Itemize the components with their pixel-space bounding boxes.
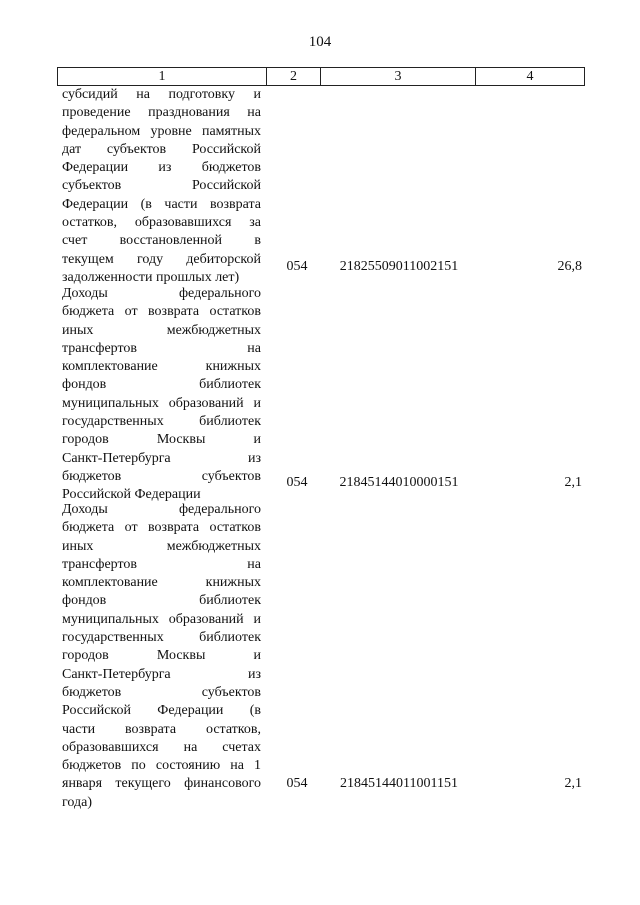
row-code: 054 xyxy=(286,475,308,490)
description-line: комплектование книжных xyxy=(62,575,261,591)
description-line: остатков, образовавшихся за xyxy=(62,215,261,231)
description-line: иных межбюджетных xyxy=(62,538,261,554)
column-header-2: 2 xyxy=(267,68,321,86)
description-line: года) xyxy=(62,794,92,810)
column-header-table xyxy=(57,67,585,86)
description-line: счет восстановленной в xyxy=(62,233,261,249)
row-description xyxy=(62,501,261,812)
description-line: дат субъектов Российской xyxy=(62,141,261,157)
description-line: текущем году дебиторской xyxy=(62,251,261,267)
row-code: 054 xyxy=(286,776,308,791)
row-amount: 26,8 xyxy=(557,259,582,274)
description-line: субсидий на подготовку и xyxy=(62,87,261,102)
column-header-3: 3 xyxy=(321,68,476,86)
row-code: 054 xyxy=(286,259,308,274)
row-description xyxy=(62,285,261,505)
row-description xyxy=(62,86,261,287)
description-line: государственных библиотек xyxy=(62,414,261,430)
description-line: субъектов Российской xyxy=(62,178,261,194)
column-header-4: 4 xyxy=(476,68,585,86)
description-line: городов Москвы и xyxy=(62,432,261,448)
description-line: трансфертов на xyxy=(62,556,261,572)
description-line: трансфертов на xyxy=(62,340,261,356)
description-line: муниципальных образований и xyxy=(62,395,261,411)
row-amount: 2,1 xyxy=(564,475,582,490)
description-line: образовавшихся на счетах xyxy=(62,739,261,755)
description-line: муниципальных образований и xyxy=(62,611,261,627)
description-line: проведение празднования на xyxy=(62,105,261,121)
description-line: федеральном уровне памятных xyxy=(62,123,261,139)
description-line: Российской Федерации xyxy=(62,487,201,503)
description-line: Санкт-Петербурга из xyxy=(62,666,261,682)
description-line: части возврата остатков, xyxy=(62,721,261,737)
page-number: 104 xyxy=(308,34,332,50)
column-header-1: 1 xyxy=(58,68,267,86)
description-line: бюджета от возврата остатков xyxy=(62,304,261,320)
description-line: Доходы федерального xyxy=(62,502,261,517)
description-line: Российской Федерации (в xyxy=(62,703,261,719)
description-line: иных межбюджетных xyxy=(62,322,261,338)
description-line: бюджетов по состоянию на 1 xyxy=(62,758,261,774)
description-line: фондов библиотек xyxy=(62,377,261,393)
description-line: января текущего финансового xyxy=(62,776,261,792)
description-line: Федерации (в части возврата xyxy=(62,196,261,212)
description-line: Доходы федерального xyxy=(62,286,261,301)
description-line: задолженности прошлых лет) xyxy=(62,269,240,285)
description-line: бюджетов субъектов xyxy=(62,468,261,484)
description-line: государственных библиотек xyxy=(62,630,261,646)
description-line: комплектование книжных xyxy=(62,359,261,375)
row-amount: 2,1 xyxy=(564,776,582,791)
row-kbk: 21845144011001151 xyxy=(340,776,458,791)
row-kbk: 21825509011002151 xyxy=(339,259,459,274)
description-line: Санкт-Петербурга из xyxy=(62,450,261,466)
description-line: фондов библиотек xyxy=(62,593,261,609)
description-line: городов Москвы и xyxy=(62,648,261,664)
description-line: бюджетов субъектов xyxy=(62,684,261,700)
description-line: бюджета от возврата остатков xyxy=(62,520,261,536)
row-kbk: 21845144010000151 xyxy=(339,475,459,490)
description-line: Федерации из бюджетов xyxy=(62,160,261,176)
